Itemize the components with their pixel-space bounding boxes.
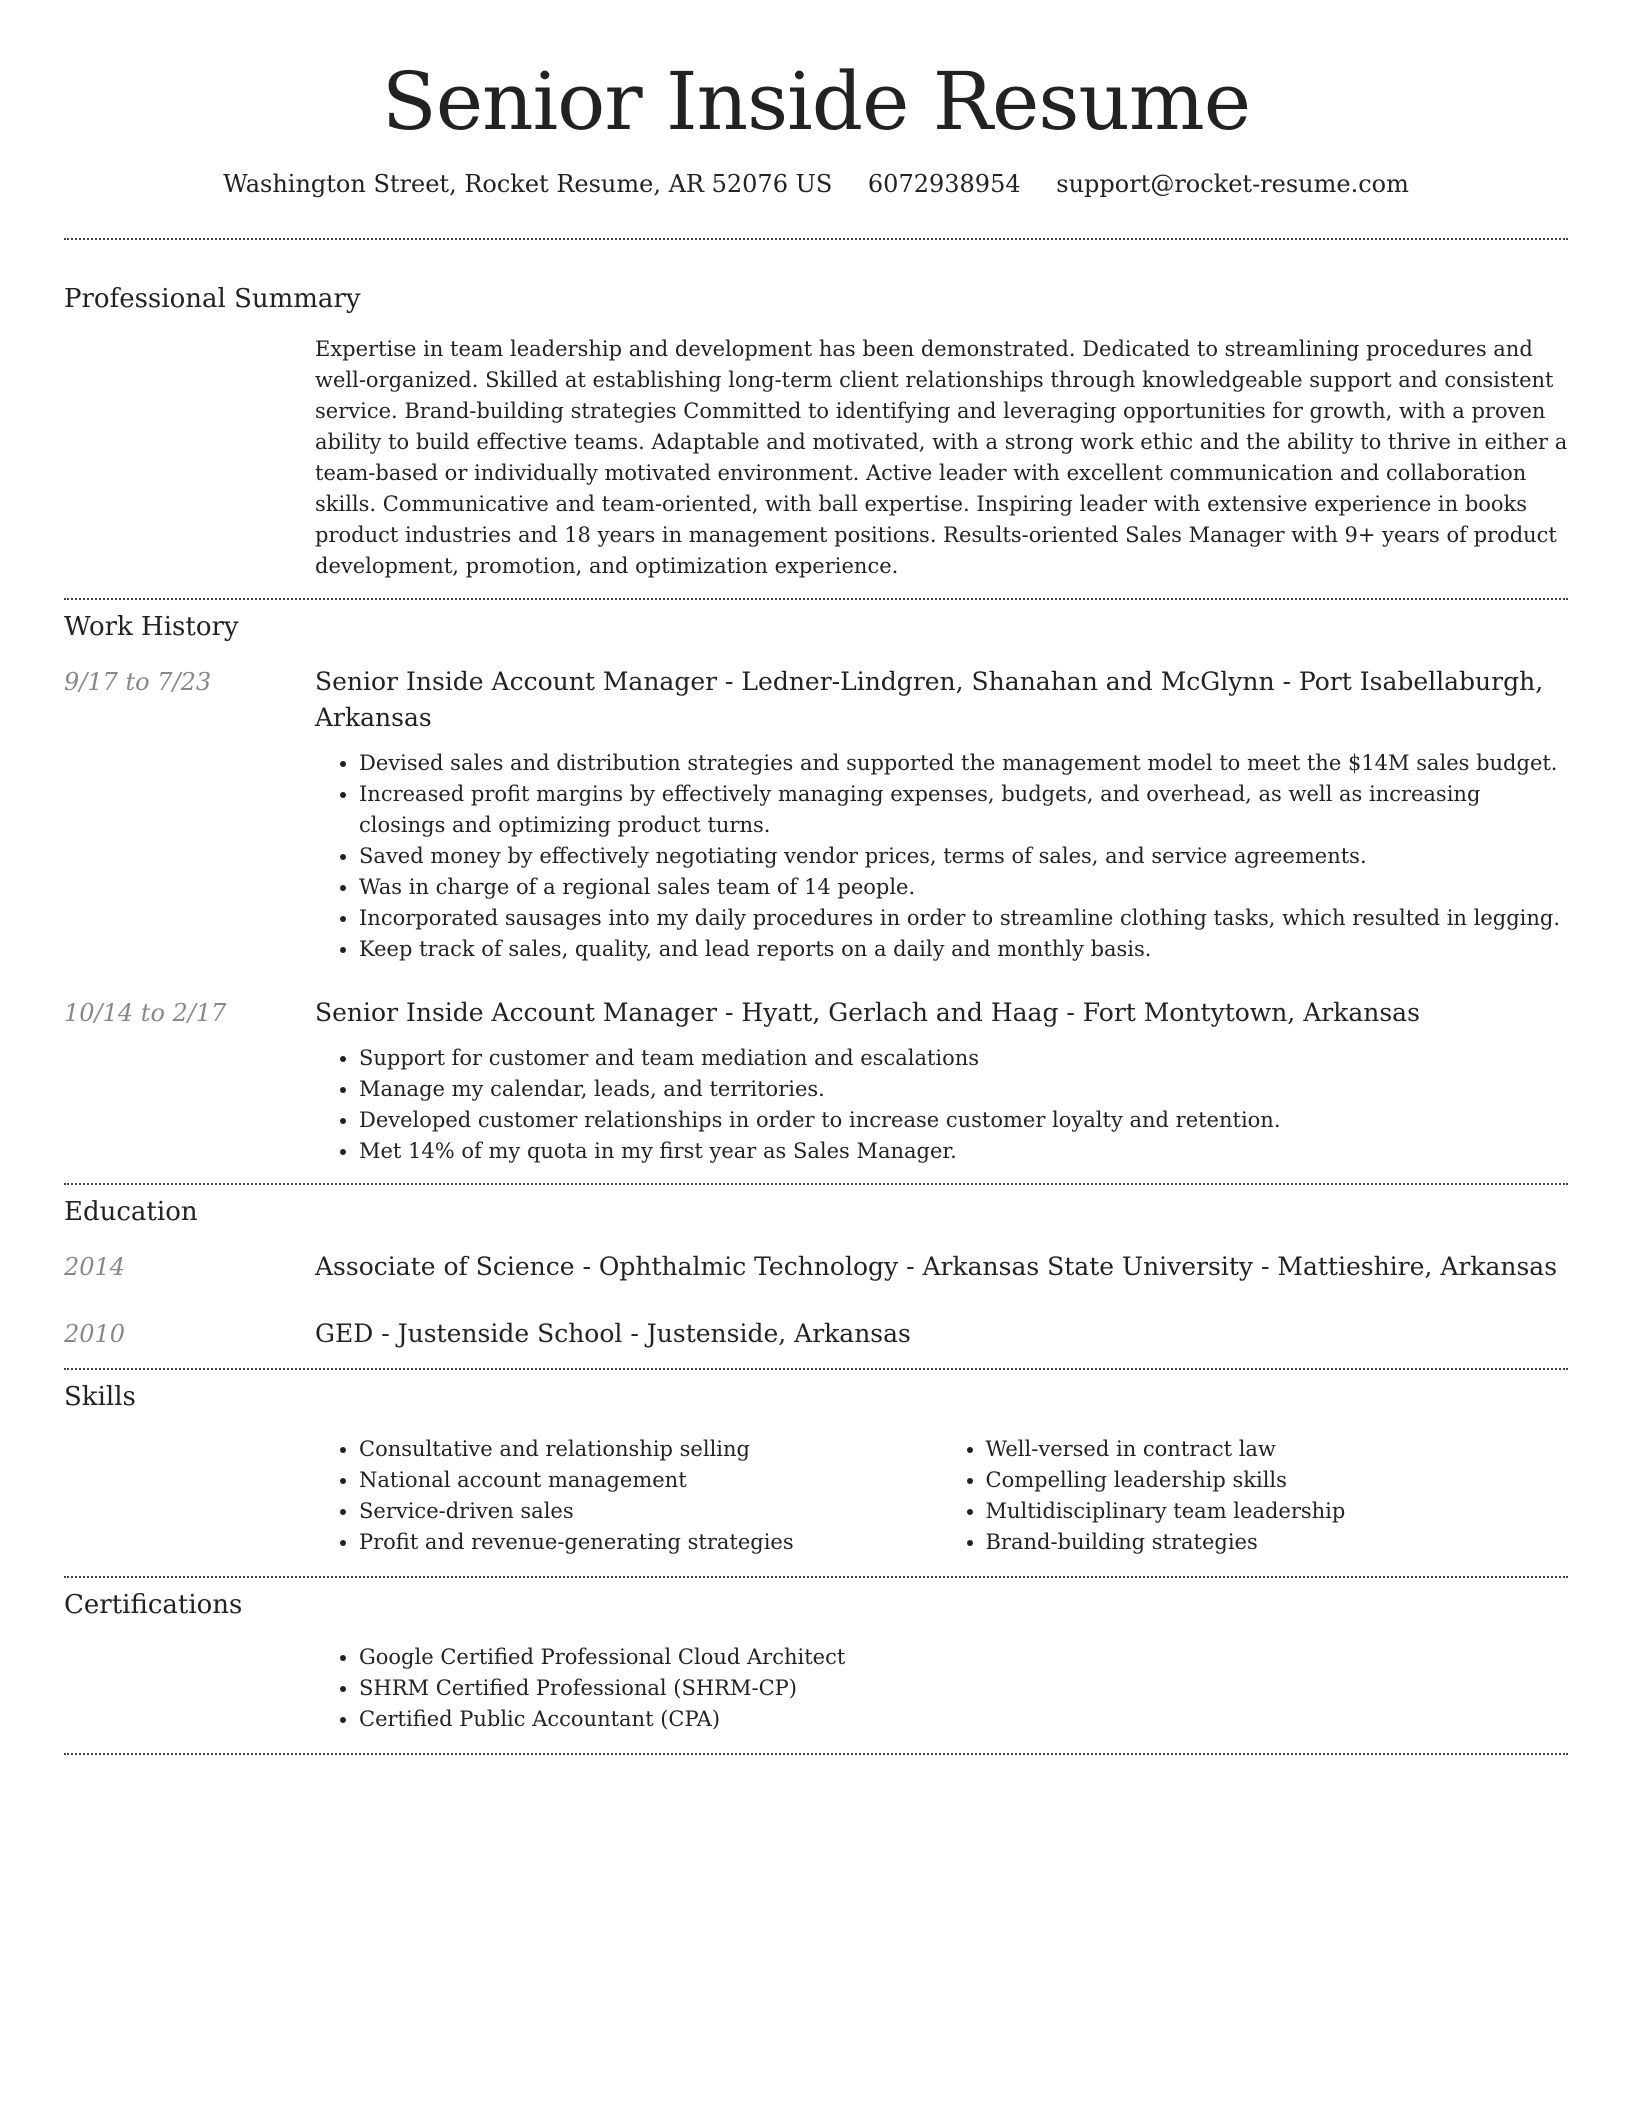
- skills-list-right: [942, 1434, 1569, 1558]
- list-item: • Devised sales and distribution strategies and supported the management model to meet the $14M sales budget.: [359, 748, 1568, 779]
- section-heading-work: Work History: [64, 612, 239, 642]
- list-item: • Keep track of sales, quality, and lead reports on a daily and monthly basis.: [359, 934, 1568, 965]
- skills-columns: [315, 1434, 1568, 1558]
- job-bullets: [315, 1043, 1568, 1167]
- skills-list-left: [315, 1434, 942, 1558]
- list-item: • Profit and revenue-generating strategies: [359, 1527, 942, 1558]
- list-item: • Increased profit margins by effectively managing expenses, budgets, and overhead, as well as increasing closings and optimizing product turns.: [359, 779, 1568, 841]
- list-item: • Incorporated sausages into my daily procedures in order to streamline clothing tasks, which resulted in legging.: [359, 903, 1568, 934]
- list-item: • Met 14% of my quota in my first year as Sales Manager.: [359, 1136, 1568, 1167]
- list-item: • National account management: [359, 1465, 942, 1496]
- list-item: • Manage my calendar, leads, and territories.: [359, 1074, 1568, 1105]
- skills-row: [64, 1434, 1568, 1558]
- divider: [64, 1183, 1568, 1185]
- list-item: • Multidisciplinary team leadership: [986, 1496, 1569, 1527]
- list-item: • Compelling leadership skills: [986, 1465, 1569, 1496]
- certifications-content: [315, 1642, 1568, 1735]
- section-heading-summary: Professional Summary: [64, 284, 361, 314]
- list-item: • Service-driven sales: [359, 1496, 942, 1527]
- education-text: GED - Justenside School - Justenside, Arkansas: [315, 1319, 911, 1348]
- email-text: support@rocket-resume.com: [1056, 170, 1409, 198]
- education-year: 2014: [64, 1253, 126, 1281]
- list-item: • Developed customer relationships in order to increase customer loyalty and retention.: [359, 1105, 1568, 1136]
- summary-row: [64, 334, 1568, 582]
- job-bullets: [315, 748, 1568, 965]
- education-entry: [64, 1316, 1568, 1352]
- job-dates: 9/17 to 7/23: [64, 668, 212, 696]
- job-title: Senior Inside Account Manager - Ledner-Lindgren, Shanahan and McGlynn - Port Isabellaburgh, Arkansas: [315, 667, 1544, 732]
- list-item: • Certified Public Accountant (CPA): [359, 1704, 1568, 1735]
- list-item: • Consultative and relationship selling: [359, 1434, 942, 1465]
- list-item: • SHRM Certified Professional (SHRM-CP): [359, 1673, 1568, 1704]
- list-item: • Support for customer and team mediation and escalations: [359, 1043, 1568, 1074]
- divider: [64, 598, 1568, 600]
- list-item: • Google Certified Professional Cloud Architect: [359, 1642, 1568, 1673]
- contact-line: [64, 168, 1568, 200]
- job-content: [315, 995, 1568, 1167]
- divider: [64, 1576, 1568, 1578]
- summary-text: Expertise in team leadership and development has been demonstrated. Dedicated to streamlining procedures and well-organized. Skilled at establishing long-term client relationships through knowledgeable support and consistent service. Brand-building strategies Committed to identifying and leveraging opportunities for growth, with a proven ability to build effective teams. Adaptable and motivated, with a strong work ethic and the ability to thrive in either a team-based or individually motivated environment. Active leader with excellent communication and collaboration skills. Communicative and team-oriented, with ball expertise. Inspiring leader with extensive experience in books product industries and 18 years in management positions. Results-oriented Sales Manager with 9+ years of product development, promotion, and optimization experience.: [315, 337, 1568, 578]
- section-heading-certifications: Certifications: [64, 1590, 243, 1620]
- list-item: • Saved money by effectively negotiating vendor prices, terms of sales, and service agreements.: [359, 841, 1568, 872]
- education-year: 2010: [64, 1320, 126, 1348]
- job-entry: [64, 664, 1568, 965]
- list-item: • Brand-building strategies: [986, 1527, 1569, 1558]
- list-item: • Was in charge of a regional sales team of 14 people.: [359, 872, 1568, 903]
- divider: [64, 1368, 1568, 1370]
- divider: [64, 1753, 1568, 1755]
- certifications-row: [64, 1642, 1568, 1735]
- summary-spacer: [64, 334, 315, 582]
- education-entry: [64, 1249, 1568, 1285]
- skills-spacer: [64, 1434, 315, 1558]
- resume-page: [64, 0, 1568, 1755]
- job-entry: [64, 995, 1568, 1167]
- section-heading-education: Education: [64, 1197, 198, 1227]
- certifications-list: [315, 1642, 1568, 1735]
- divider: [64, 238, 1568, 240]
- job-dates: 10/14 to 2/17: [64, 999, 227, 1027]
- section-heading-skills: Skills: [64, 1382, 136, 1412]
- address-text: Washington Street, Rocket Resume, AR 52076 US: [223, 170, 833, 198]
- job-content: [315, 664, 1568, 965]
- phone-text: 6072938954: [867, 170, 1021, 198]
- education-text: Associate of Science - Ophthalmic Technology - Arkansas State University - Mattieshire, Arkansas: [315, 1252, 1558, 1281]
- resume-title: Senior Inside Resume: [381, 55, 1251, 148]
- list-item: • Well-versed in contract law: [986, 1434, 1569, 1465]
- job-title: Senior Inside Account Manager - Hyatt, Gerlach and Haag - Fort Montytown, Arkansas: [315, 998, 1420, 1027]
- certifications-spacer: [64, 1642, 315, 1735]
